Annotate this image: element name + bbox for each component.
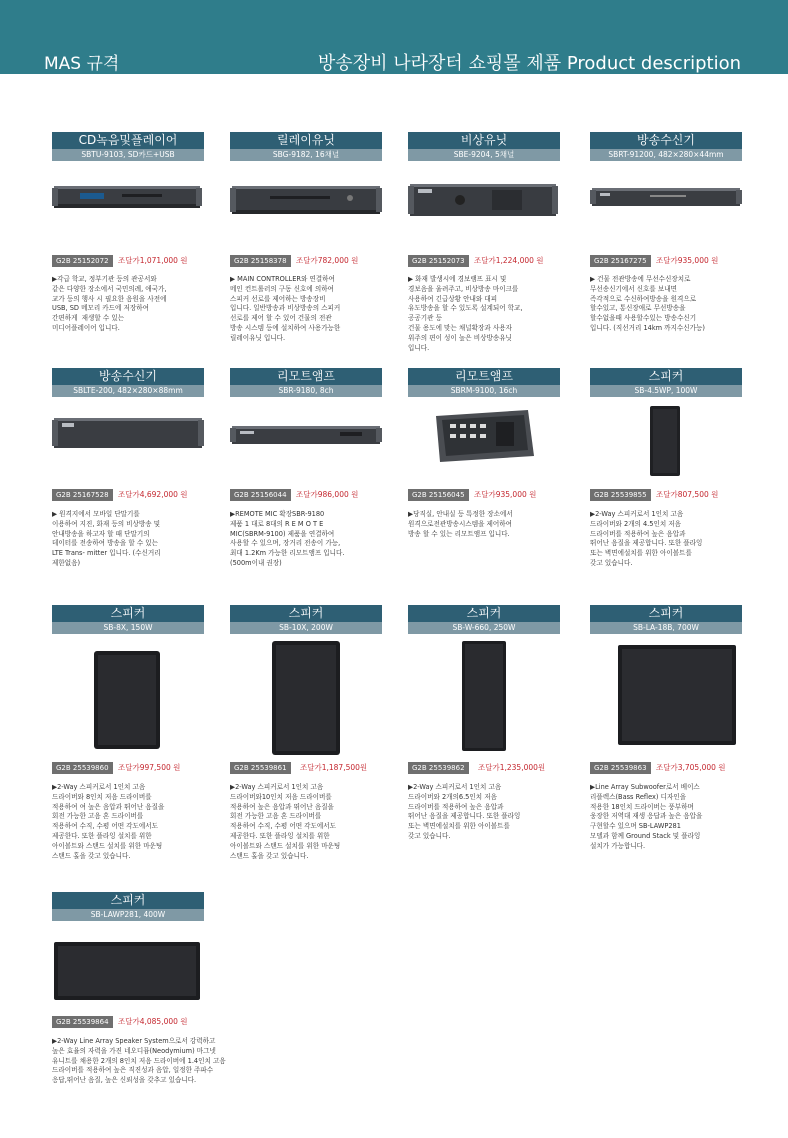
product-code: G2B 25167275: [590, 255, 651, 267]
product-card: [230, 368, 382, 578]
rack-unit-icon: [230, 180, 382, 220]
product-description: ▶당직실, 안내실 등 특정한 장소에서 원격으로전관방송시스템을 제어하여 방송 할 수 있는 리모트앰프 입니다.: [408, 510, 513, 538]
product-price: 조달가807,500 원: [656, 490, 719, 499]
product-card: [52, 368, 204, 578]
product-subtitle: SB-4.5WP, 100W: [590, 385, 742, 397]
product-subtitle: SBRM-9100, 16ch: [408, 385, 560, 397]
product-title: 스피커: [230, 605, 382, 622]
product-card: [230, 605, 382, 865]
product-price: 조달가1,071,000 원: [118, 256, 188, 265]
subwoofer-icon: [616, 643, 738, 747]
page-header: [0, 0, 788, 74]
product-description: ▶2-Way 스피커로서 1인치 고음 드라이버와 2개의6.5인치 저음 드라이버를 적용하여 높은 음압과 뛰어난 음질을 제공합니다. 또한 플라잉 또는 벽면에설치를 위한 아이볼트를 갖고 있습니다.: [408, 783, 521, 840]
product-card: [590, 605, 742, 865]
product-description: ▶ 원격지에서 모바일 단말기를 이용하여 지진, 화재 등의 비상방송 및 안내방송을 하고자 할 때 단말기의 데이터를 전송하여 방송을 할 수 있는 LTE Trans- mitter 입니다. (수신거리 제한없음): [52, 510, 161, 567]
product-title: 리모트앰프: [230, 368, 382, 385]
product-card: [408, 605, 560, 845]
line-array-speaker-icon: [52, 940, 202, 1002]
remote-mic-icon: [432, 406, 536, 464]
product-price: 조달가935,000 원: [474, 490, 537, 499]
product-code: G2B 25152072: [52, 255, 113, 267]
rack-unit-icon: [52, 414, 204, 454]
product-card: [590, 132, 742, 342]
product-description: ▶REMOTE MIC 확장SBR-9180 제품 1 대로 8대의 R E M O T E MIC(SBRM-9100) 제품을 연결하여 사용할 수 있으며, 장거리 전송이 가능, 최대 1.2Km 가능한 리모트앰프 입니다. (500m이내 권장): [230, 510, 345, 567]
product-code: G2B 25539855: [590, 489, 651, 501]
product-code: G2B 25539863: [590, 762, 651, 774]
product-subtitle: SB-8X, 150W: [52, 622, 204, 634]
product-description: ▶2-Way 스피커로서 1인치 고음 드라이버와10인치 저음 드라이버를 적용하여 높은 음압과 뛰어난 음질을 회전 가능한 고음 혼 드라이버를 적용하여 수직, 수평 어떤 각도에서도 제공한다. 또한 플라잉 설치를 위한 아이볼트와 스탠드 설치를 위한 마운팅 스탠드 홀을 갖고 있습니다.: [230, 783, 341, 860]
product-code: G2B 25539860: [52, 762, 113, 774]
product-subtitle: SB-W-660, 250W: [408, 622, 560, 634]
product-description: ▶각급 학교, 정부기관 등의 관공서와 같은 다양한 장소에서 국민의례, 애국가, 교가 등의 행사 시 필요한 음원을 사전에 USB, SD 메모리 카드에 저장하여 간편하게 재생할 수 있는 미디어플레이어 입니다.: [52, 275, 167, 332]
product-subtitle: SB-LA-18B, 700W: [590, 622, 742, 634]
header-right-title: 방송장비 나라장터 쇼핑몰 제품 Product description: [317, 53, 741, 74]
product-title: CD녹음및플레이어: [52, 132, 204, 149]
product-card: [52, 892, 226, 1092]
product-title: 스피커: [52, 892, 204, 909]
product-price: 조달가986,000 원: [296, 490, 359, 499]
product-title: 스피커: [590, 605, 742, 622]
product-description: ▶2-Way 스피커로서 1인치 고음 드라이버와 8인치 저음 드라이버를 적용하여 여 높은 음압과 뛰어난 음질을 회전 가능한 고음 혼 드라이버를 적용하여 수직, 수평 어떤 각도에서도 제공한다. 또한 플라잉 설치를 위한 아이볼트와 스탠드 설치를 위한 마운팅 스탠드 홀을 갖고 있습니다.: [52, 783, 165, 860]
product-subtitle: SBE-9204, 5채널: [408, 149, 560, 161]
product-card: [408, 132, 560, 352]
rack-unit-icon: [590, 182, 742, 212]
product-subtitle: SBG-9182, 16채널: [230, 149, 382, 161]
product-title: 리모트앰프: [408, 368, 560, 385]
product-subtitle: SBLTE-200, 482×280×88mm: [52, 385, 204, 397]
product-title: 방송수신기: [590, 132, 742, 149]
product-price: 조달가4,085,000 원: [118, 1017, 188, 1026]
speaker-icon: [270, 639, 342, 757]
product-card: [408, 368, 560, 578]
product-code: G2B 25152073: [408, 255, 469, 267]
product-title: 비상유닛: [408, 132, 560, 149]
product-description: ▶ 화재 발생시에 경보램프 표시 및 경보음을 울려주고, 비상방송 마이크를 사용하여 긴급상황 안내와 대피 유도방송을 할 수 있도록 설계되어 학교, 공공기관 등 건물 용도에 맞는 채널확장과 사용자 위주의 편이 성이 높은 비상방송유닛 입니다.: [408, 275, 523, 352]
header-left-title: MAS 규격: [44, 54, 120, 74]
product-title: 스피커: [590, 368, 742, 385]
speaker-icon: [92, 649, 162, 751]
product-subtitle: SB-LAWP281, 400W: [52, 909, 204, 921]
product-title: 스피커: [52, 605, 204, 622]
product-price: 조달가1,187,500원: [300, 763, 368, 772]
speaker-icon: [648, 404, 682, 478]
product-description: ▶Line Array Subwoofer로서 베이스 리플렉스(Bass Reflex) 디자인을 적용한 18인치 드라이버는 풍부하며 웅장한 저역대 재생 응답과 높은 음압을 구현할수 있으며 SB-LAWP281 모델과 함께 Ground Stack 및 플라잉 설치가 가능합니다.: [590, 783, 703, 850]
product-code: G2B 25158378: [230, 255, 291, 267]
product-card: [230, 132, 382, 342]
product-price: 조달가935,000 원: [656, 256, 719, 265]
rack-unit-icon: [230, 420, 382, 450]
product-description: ▶ 건물 전관방송에 무선수신장치로 무선송신기에서 신호를 보내면 즉각적으로 수신하여방송을 원격으로 할수있고, 통신장애로 무선방송을 할수없을때 사용할수있는 방송수신기 입니다. (직선거리 14km 까지수신가능): [590, 275, 705, 332]
rack-unit-icon: [52, 180, 202, 214]
product-code: G2B 25539864: [52, 1016, 113, 1028]
product-card: [590, 368, 742, 578]
rack-unit-icon: [408, 180, 558, 220]
product-price: 조달가3,705,000 원: [656, 763, 726, 772]
product-code: G2B 25167528: [52, 489, 113, 501]
product-title: 릴레이유닛: [230, 132, 382, 149]
product-code: G2B 25539862: [408, 762, 469, 774]
product-description: ▶ MAIN CONTROLLER와 연결하여 메인 컨트롤러의 구동 신호에 의하여 스피커 선로를 제어하는 방송장비 입니다. 일반방송과 비상방송의 스피커 선로를 제어 할 수 있어 건물의 전관 방송 시스템 등에 설치하여 사용가능한 릴레이유닛 입니다.: [230, 275, 341, 342]
product-subtitle: SBRT-91200, 482×280×44mm: [590, 149, 742, 161]
product-subtitle: SBR-9180, 8ch: [230, 385, 382, 397]
product-code: G2B 25539861: [230, 762, 291, 774]
product-card: [52, 605, 204, 865]
product-description: ▶2-Way 스피커로서 1인치 고음 드라이버와 2개의 4.5인치 저음 드라이버를 적용하여 높은 음압과 뛰어난 음질을 제공합니다. 또한 플라잉 또는 벽면에설치를 위한 아이볼트를 갖고 있습니다.: [590, 510, 703, 567]
speaker-icon: [460, 639, 508, 753]
product-description: ▶2-Way Line Array Speaker System으로서 강력하고 높은 효율의 자력을 가진 네오디뮴(Neodymium) 마그넷 유니트를 채용한 2개의 8인치 저음 드라이버에 1.4인치 고음 드라이버를 적용하여 높은 직진성과 음압, 일정한 주파수 응답,뛰어난 음질, 높은 신뢰성을 갖추고 있습니다.: [52, 1037, 226, 1085]
product-code: G2B 25156045: [408, 489, 469, 501]
product-price: 조달가1,224,000 원: [474, 256, 544, 265]
product-title: 방송수신기: [52, 368, 204, 385]
product-card: [52, 132, 204, 342]
product-price: 조달가782,000 원: [296, 256, 359, 265]
product-price: 조달가4,692,000 원: [118, 490, 188, 499]
product-code: G2B 25156044: [230, 489, 291, 501]
product-subtitle: SBTU-9103, SD카드+USB: [52, 149, 204, 161]
product-price: 조달가997,500 원: [118, 763, 181, 772]
product-price: 조달가1,235,000원: [478, 763, 546, 772]
product-subtitle: SB-10X, 200W: [230, 622, 382, 634]
product-title: 스피커: [408, 605, 560, 622]
